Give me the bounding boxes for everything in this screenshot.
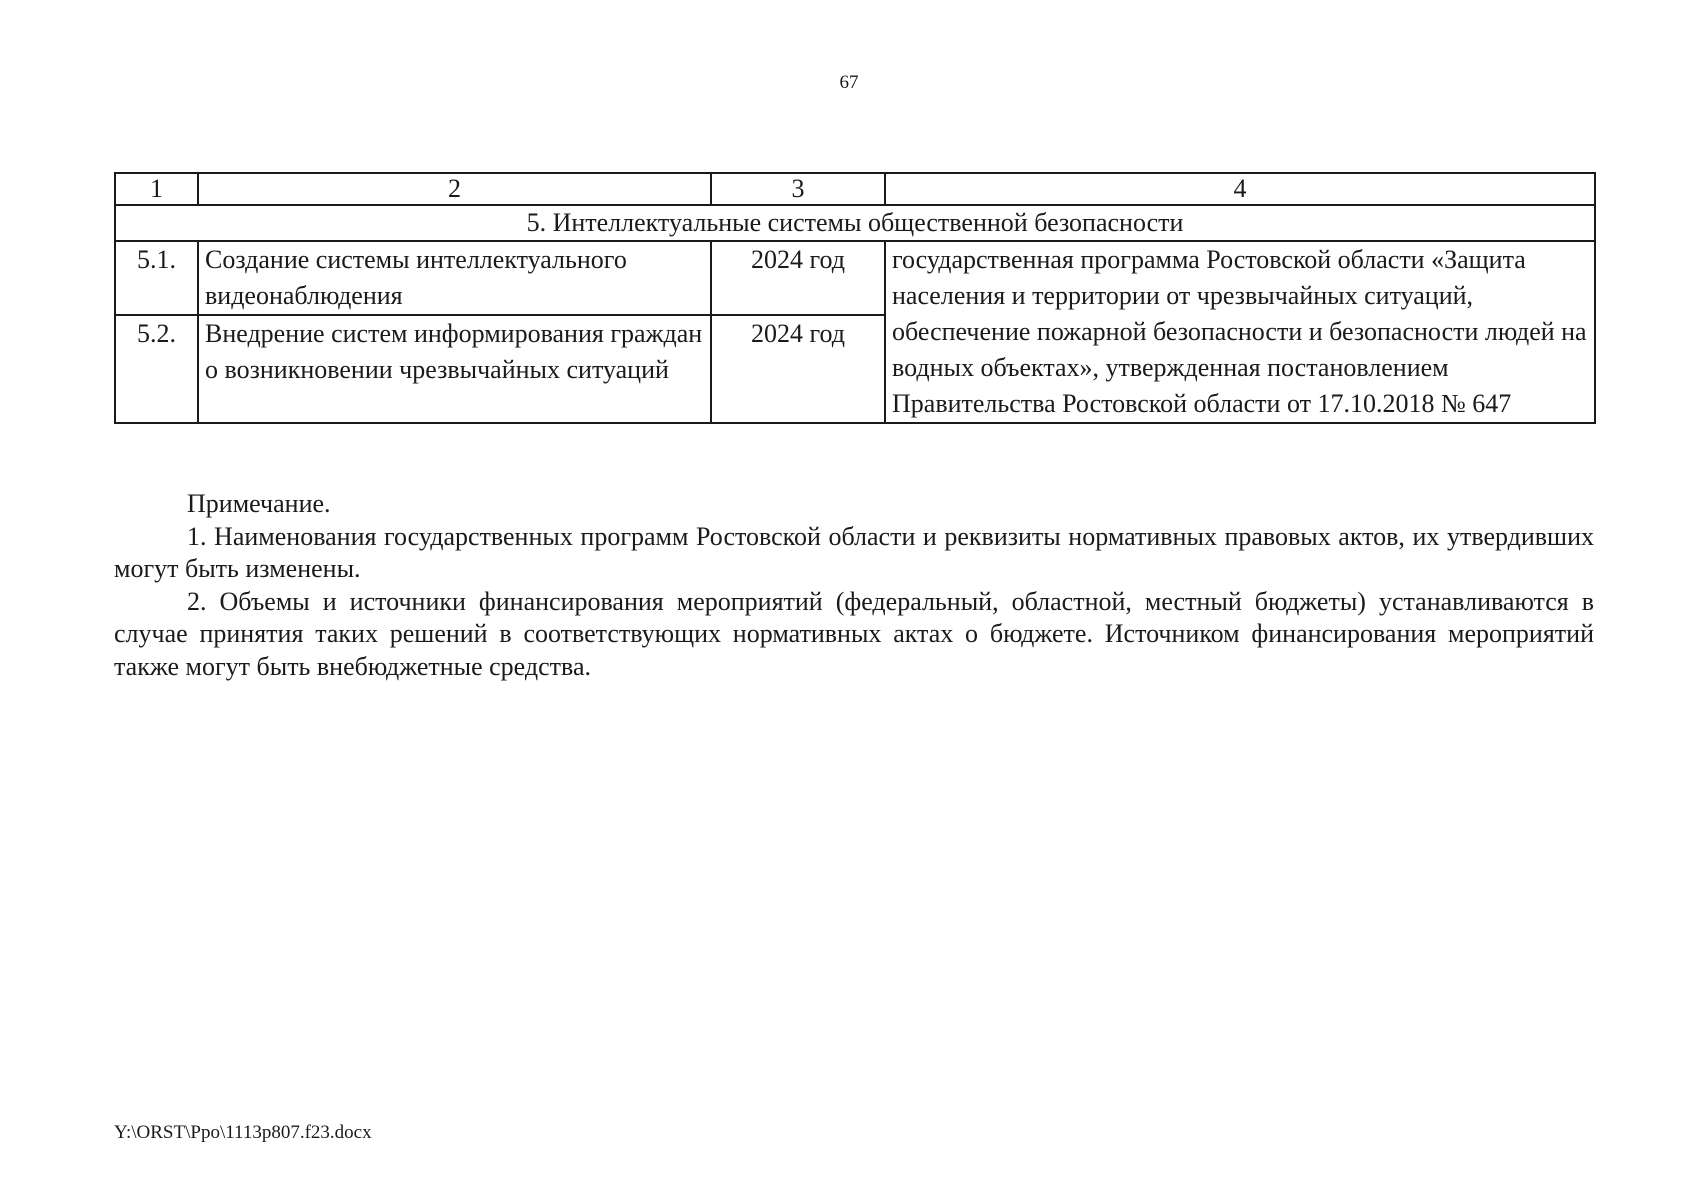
note-item-2: 2. Объемы и источники финансирования мероприятий (федеральный, областной, местный бюджеты) устанавливаются в случае принятия таких решений в соответствующих нормативных актах о бюджете. Источником финансирования мероприятий также могут быть внебюджетные средства. — [114, 586, 1594, 681]
page-number: 67 — [839, 72, 859, 93]
notes-section — [114, 488, 1594, 683]
footer-file-path: Y:\ORST\Ppo\1113p807.f23.docx — [114, 1122, 372, 1143]
program-reference: государственная программа Ростовской области «Защита населения и территории от чрезвычайных ситуаций, обеспечение пожарной безопасности и безопасности людей на водных объектах», утвержденная постановлением Правительства Ростовской области от 17.10.2018 № 647 — [885, 241, 1595, 423]
note-item-1: 1. Наименования государственных программ Ростовской области и реквизиты нормативных правовых актов, их утвердивших могут быть изменены. — [114, 521, 1594, 583]
row-year: 2024 год — [711, 315, 885, 423]
section-row — [115, 205, 1595, 241]
table-header-row — [115, 173, 1595, 205]
row-number: 5.1. — [115, 241, 198, 315]
column-number-2: 2 — [198, 173, 711, 205]
notes-title: Примечание. — [187, 489, 331, 518]
column-number-4: 4 — [885, 173, 1595, 205]
row-year: 2024 год — [711, 241, 885, 315]
row-description: Создание системы интеллектуального видеонаблюдения — [198, 241, 711, 315]
column-number-1: 1 — [115, 173, 198, 205]
column-number-3: 3 — [711, 173, 885, 205]
table-row — [115, 241, 1595, 315]
row-number: 5.2. — [115, 315, 198, 423]
activities-table — [114, 172, 1596, 424]
section-title: 5. Интеллектуальные системы общественной безопасности — [115, 205, 1595, 241]
row-description: Внедрение систем информирования граждан о возникновении чрезвычайных ситуаций — [198, 315, 711, 423]
